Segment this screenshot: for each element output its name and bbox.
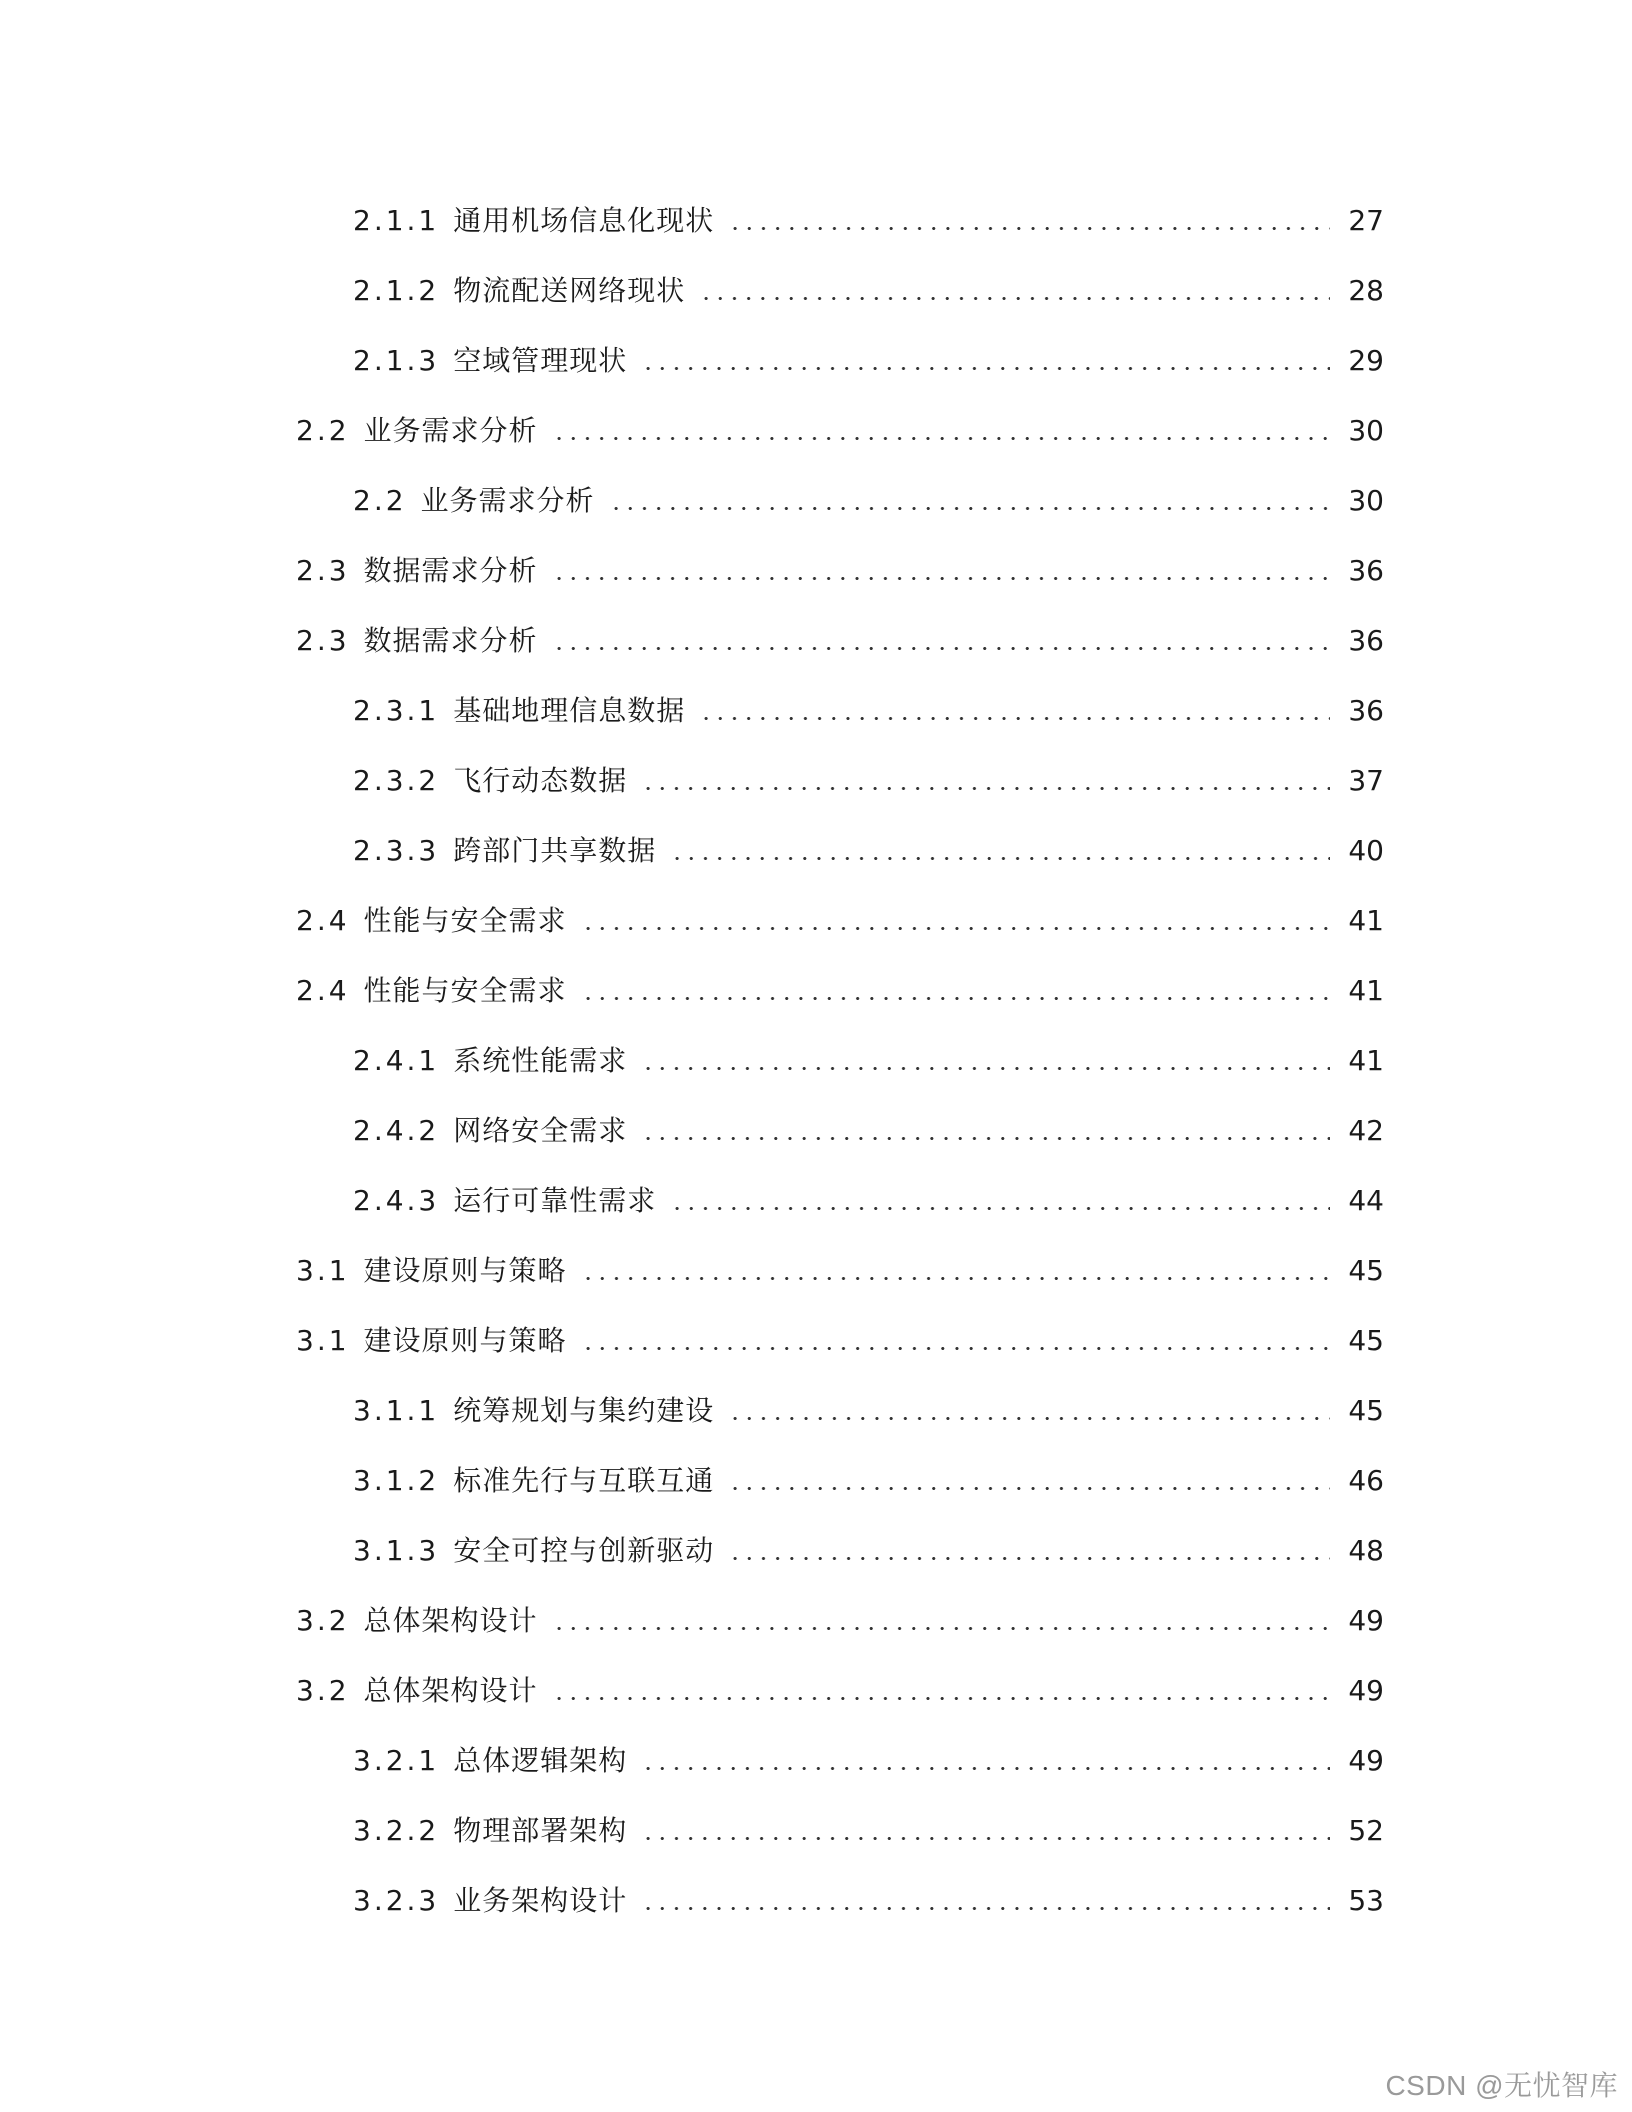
toc-entry-title: 建设原则与策略 [363, 1254, 567, 1287]
dot-leader [552, 647, 1330, 650]
toc-entry[interactable] [0, 1726, 1632, 1796]
toc-entry-title: 业务需求分析 [420, 484, 595, 517]
toc-entry-heading[interactable] [353, 1184, 657, 1217]
toc-entry[interactable] [0, 186, 1632, 256]
toc-entry-page-number[interactable]: 42 [1348, 1114, 1384, 1147]
dot-leader [641, 787, 1330, 790]
toc-entry-title: 统筹规划与集约建设 [453, 1394, 715, 1427]
toc-entry-title: 标准先行与互联互通 [453, 1464, 715, 1497]
toc-entry-page-number[interactable]: 45 [1348, 1324, 1384, 1357]
dot-leader [581, 927, 1330, 930]
toc-entry-title: 性能与安全需求 [363, 974, 567, 1007]
toc-entry-number: 3.2 [296, 1674, 350, 1707]
toc-entry[interactable] [0, 816, 1632, 886]
toc-entry[interactable] [0, 536, 1632, 606]
toc-entry-number: 2.2 [296, 414, 350, 447]
toc-entry-number: 3.2.1 [353, 1744, 440, 1777]
dot-leader [728, 1557, 1330, 1560]
dot-leader [581, 1277, 1330, 1280]
toc-entry-title: 总体架构设计 [363, 1604, 538, 1637]
toc-entry[interactable] [0, 396, 1632, 466]
toc-entry-number: 2.3.3 [353, 834, 440, 867]
toc-entry-number: 2.1.3 [353, 344, 440, 377]
toc-entry[interactable] [0, 1656, 1632, 1726]
toc-entry-heading[interactable] [353, 1464, 715, 1497]
dot-leader [609, 507, 1330, 510]
toc-entry-heading[interactable] [353, 274, 686, 307]
toc-entry-page-number[interactable]: 45 [1348, 1394, 1384, 1427]
dot-leader [699, 297, 1330, 300]
toc-entry-title: 跨部门共享数据 [453, 834, 657, 867]
toc-entry-title: 数据需求分析 [363, 624, 538, 657]
toc-entry-number: 3.1 [296, 1324, 350, 1357]
toc-entry[interactable] [0, 886, 1632, 956]
toc-entry-heading[interactable] [296, 1674, 538, 1707]
toc-entry-number: 3.1.3 [353, 1534, 440, 1567]
toc-entry-title: 通用机场信息化现状 [453, 204, 715, 237]
toc-entry-page-number[interactable]: 49 [1348, 1744, 1384, 1777]
toc-entry-page-number[interactable]: 48 [1348, 1534, 1384, 1567]
toc-entry[interactable] [0, 676, 1632, 746]
toc-entry-title: 网络安全需求 [453, 1114, 628, 1147]
dot-leader [728, 1417, 1330, 1420]
toc-entry-title: 总体逻辑架构 [453, 1744, 628, 1777]
toc-entry-heading[interactable] [296, 1324, 567, 1357]
toc-entry-page-number[interactable]: 27 [1348, 204, 1384, 237]
dot-leader [699, 717, 1330, 720]
toc-entry-title: 空域管理现状 [453, 344, 628, 377]
toc-entry-number: 3.2.3 [353, 1884, 440, 1917]
toc-entry[interactable] [0, 1376, 1632, 1446]
toc-entry-page-number[interactable]: 45 [1348, 1254, 1384, 1287]
toc-entry-title: 总体架构设计 [363, 1674, 538, 1707]
toc-entry-page-number[interactable]: 44 [1348, 1184, 1384, 1217]
toc-entry[interactable] [0, 1586, 1632, 1656]
toc-entry-number: 2.4.1 [353, 1044, 440, 1077]
toc-entry-heading[interactable] [353, 1814, 628, 1847]
toc-entry-number: 3.1.1 [353, 1394, 440, 1427]
toc-entry[interactable] [0, 746, 1632, 816]
dot-leader [670, 857, 1330, 860]
toc-entry-title: 飞行动态数据 [453, 764, 628, 797]
toc-entry-title: 性能与安全需求 [363, 904, 567, 937]
toc-entry[interactable] [0, 1796, 1632, 1866]
toc-entry-number: 2.3.2 [353, 764, 440, 797]
toc-entry[interactable] [0, 326, 1632, 396]
toc-entry-heading[interactable] [296, 554, 538, 587]
toc-entry-page-number[interactable]: 30 [1348, 414, 1384, 447]
toc-entry-number: 2.4.3 [353, 1184, 440, 1217]
toc-entry-page-number[interactable]: 49 [1348, 1674, 1384, 1707]
toc-entry-heading[interactable] [353, 1744, 628, 1777]
toc-entry[interactable] [0, 1866, 1632, 1936]
toc-entry-heading[interactable] [296, 1254, 567, 1287]
dot-leader [641, 1837, 1330, 1840]
toc-entry-title: 系统性能需求 [453, 1044, 628, 1077]
toc-entry-page-number[interactable]: 41 [1348, 974, 1384, 1007]
toc-entry-title: 业务架构设计 [453, 1884, 628, 1917]
toc-entry-number: 2.2 [353, 484, 407, 517]
toc-entry-number: 2.4 [296, 974, 350, 1007]
dot-leader [552, 577, 1330, 580]
dot-leader [728, 227, 1330, 230]
toc-entry-page-number[interactable]: 30 [1348, 484, 1384, 517]
dot-leader [641, 1137, 1330, 1140]
toc-entry-page-number[interactable]: 36 [1348, 624, 1384, 657]
toc-entry[interactable] [0, 1026, 1632, 1096]
toc-entry-heading[interactable] [296, 414, 538, 447]
toc-entry-heading[interactable] [353, 1394, 715, 1427]
dot-leader [552, 1697, 1330, 1700]
toc-entry-heading[interactable] [353, 344, 628, 377]
toc-entry-title: 基础地理信息数据 [453, 694, 686, 727]
toc-entry-page-number[interactable]: 41 [1348, 904, 1384, 937]
toc-entry-page-number[interactable]: 46 [1348, 1464, 1384, 1497]
toc-entry-heading[interactable] [353, 1884, 628, 1917]
toc-entry-heading[interactable] [296, 624, 538, 657]
dot-leader [728, 1487, 1330, 1490]
toc-entry[interactable] [0, 956, 1632, 1026]
toc-entry-title: 物理部署架构 [453, 1814, 628, 1847]
toc-entry-heading[interactable] [353, 1044, 628, 1077]
toc-entry-page-number[interactable]: 37 [1348, 764, 1384, 797]
toc-entry-heading[interactable] [353, 694, 686, 727]
toc-entry-title: 物流配送网络现状 [453, 274, 686, 307]
toc-entry-title: 运行可靠性需求 [453, 1184, 657, 1217]
toc-entry-page-number[interactable]: 29 [1348, 344, 1384, 377]
toc-entry-number: 2.3.1 [353, 694, 440, 727]
toc-entry-number: 3.1.2 [353, 1464, 440, 1497]
dot-leader [581, 997, 1330, 1000]
toc-entry-page-number[interactable]: 36 [1348, 554, 1384, 587]
toc-entry[interactable] [0, 606, 1632, 676]
toc-entry-number: 2.4 [296, 904, 350, 937]
dot-leader [552, 437, 1330, 440]
toc-entry-page-number[interactable]: 36 [1348, 694, 1384, 727]
toc-entry-page-number[interactable]: 41 [1348, 1044, 1384, 1077]
toc-entry-page-number[interactable]: 40 [1348, 834, 1384, 867]
toc-entry-title: 数据需求分析 [363, 554, 538, 587]
toc-entry-heading[interactable] [296, 904, 567, 937]
toc-entry-page-number[interactable]: 53 [1348, 1884, 1384, 1917]
toc-entry[interactable] [0, 1306, 1632, 1376]
toc-entry-title: 业务需求分析 [363, 414, 538, 447]
dot-leader [641, 1907, 1330, 1910]
dot-leader [581, 1347, 1330, 1350]
toc-entry[interactable] [0, 1166, 1632, 1236]
toc-entry-number: 3.2 [296, 1604, 350, 1637]
toc-entry-number: 2.1.2 [353, 274, 440, 307]
dot-leader [641, 1067, 1330, 1070]
dot-leader [641, 367, 1330, 370]
toc-entry-heading[interactable] [353, 1114, 628, 1147]
toc-entry-number: 2.1.1 [353, 204, 440, 237]
toc-entry-title: 安全可控与创新驱动 [453, 1534, 715, 1567]
toc-entry-heading[interactable] [296, 974, 567, 1007]
toc-entry[interactable] [0, 1446, 1632, 1516]
toc-entry[interactable] [0, 1096, 1632, 1166]
toc-entry-title: 建设原则与策略 [363, 1324, 567, 1357]
table-of-contents [0, 186, 1632, 1936]
toc-entry-number: 2.4.2 [353, 1114, 440, 1147]
toc-entry-number: 3.2.2 [353, 1814, 440, 1847]
toc-entry-heading[interactable] [353, 834, 657, 867]
toc-entry[interactable] [0, 1516, 1632, 1586]
toc-entry-page-number[interactable]: 28 [1348, 274, 1384, 307]
toc-entry[interactable] [0, 256, 1632, 326]
toc-entry-heading[interactable] [353, 204, 715, 237]
toc-entry-heading[interactable] [353, 764, 628, 797]
toc-entry-page-number[interactable]: 49 [1348, 1604, 1384, 1637]
toc-entry[interactable] [0, 466, 1632, 536]
toc-entry-heading[interactable] [353, 1534, 715, 1567]
toc-entry-heading[interactable] [353, 484, 595, 517]
dot-leader [552, 1627, 1330, 1630]
toc-entry-number: 2.3 [296, 624, 350, 657]
toc-entry-heading[interactable] [296, 1604, 538, 1637]
dot-leader [670, 1207, 1330, 1210]
toc-entry-page-number[interactable]: 52 [1348, 1814, 1384, 1847]
toc-entry[interactable] [0, 1236, 1632, 1306]
toc-entry-number: 3.1 [296, 1254, 350, 1287]
watermark: CSDN @无忧智库 [1385, 2070, 1618, 2101]
dot-leader [641, 1767, 1330, 1770]
toc-entry-number: 2.3 [296, 554, 350, 587]
